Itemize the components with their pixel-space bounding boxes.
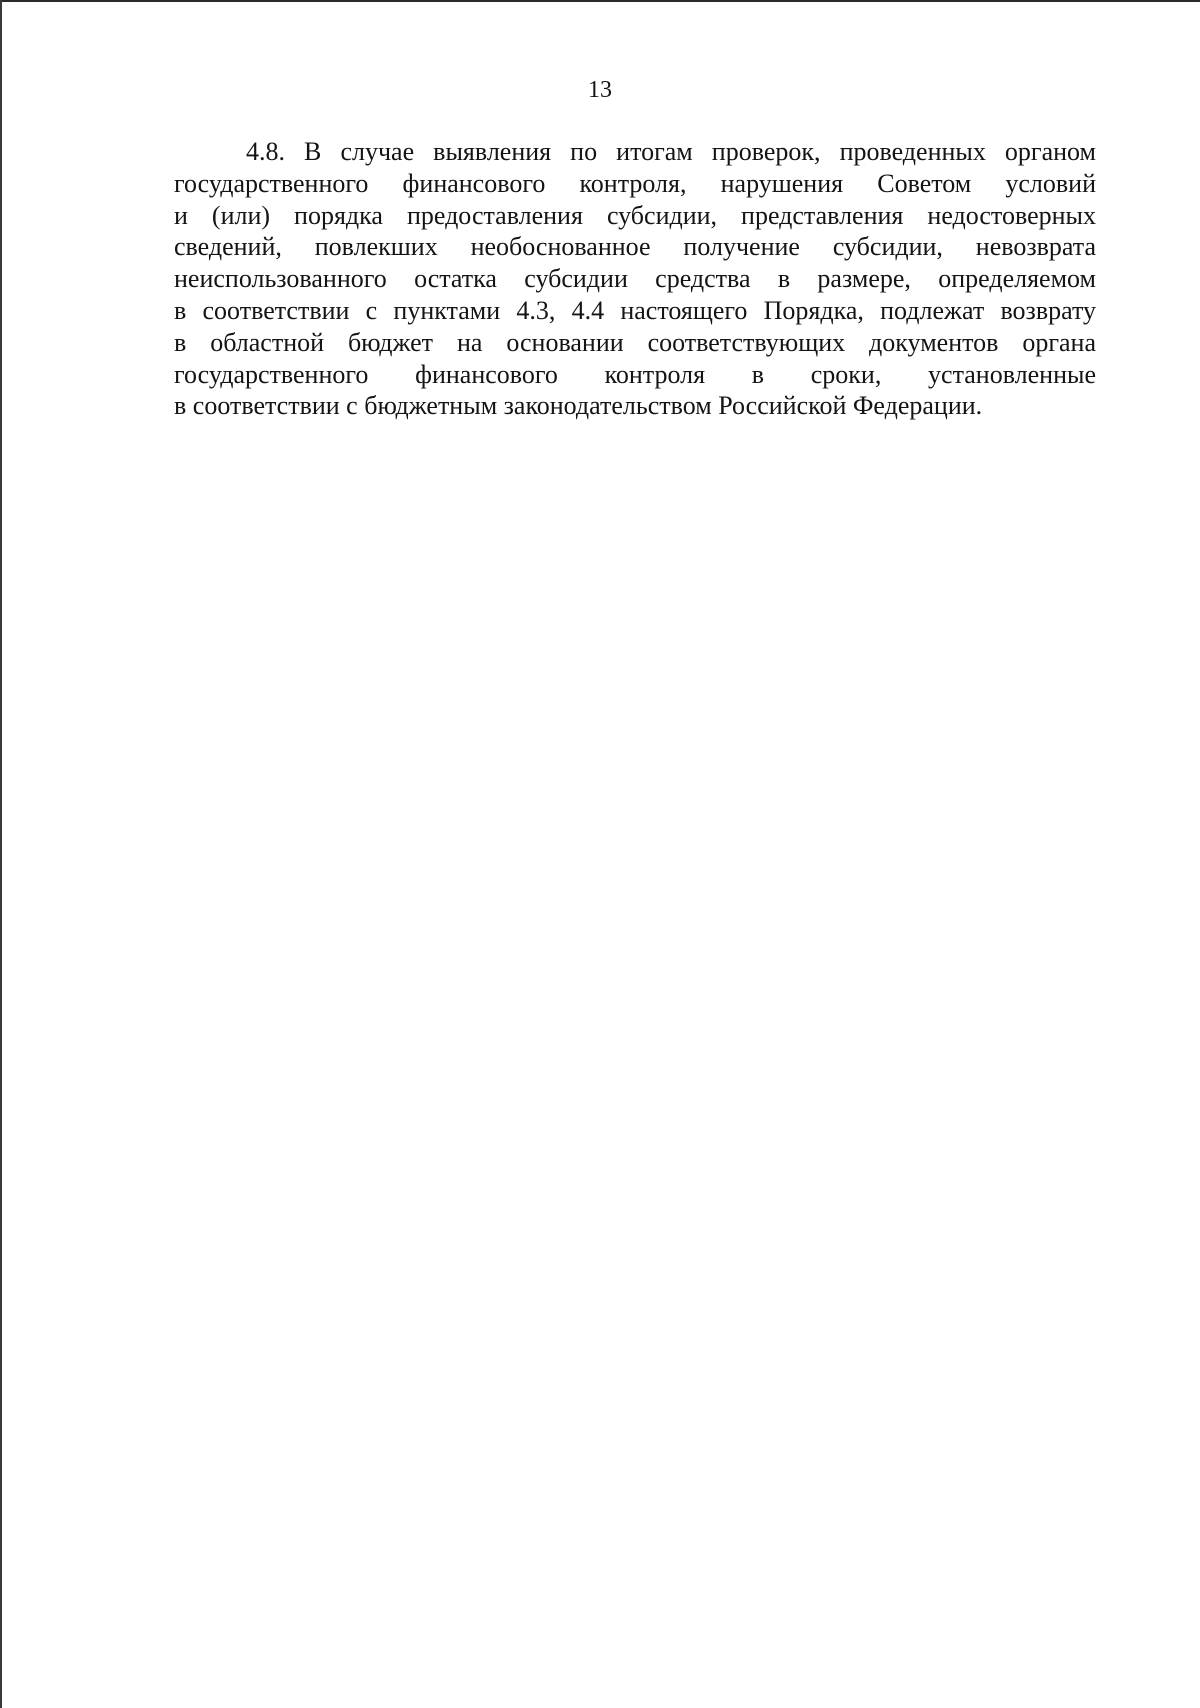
paragraph-line: государственного финансового контроля, нарушения Советом условий xyxy=(174,168,1096,198)
paragraph-line: 4.8. В случае выявления по итогам проверок, проведенных органом xyxy=(246,137,1096,166)
scan-edge-top xyxy=(0,0,1200,2)
paragraph-line: сведений, повлекших необоснованное получение субсидии, невозврата xyxy=(174,232,1096,262)
paragraph-line: в областной бюджет на основании соответствующих документов органа xyxy=(174,327,1096,357)
paragraph-line: неиспользованного остатка субсидии средства в размере, определяемом xyxy=(174,264,1096,294)
paragraph-4-8 xyxy=(174,136,1096,422)
paragraph-line: в соответствии с пунктами 4.3, 4.4 настоящего Порядка, подлежат возврату xyxy=(174,295,1096,325)
scan-edge-left xyxy=(0,0,2,1708)
paragraph-line: и (или) порядка предоставления субсидии, представления недостоверных xyxy=(174,200,1096,230)
page-number: 13 xyxy=(588,77,612,103)
paragraph-line: государственного финансового контроля в сроки, установленные xyxy=(174,359,1096,389)
paragraph-line: в соответствии с бюджетным законодательством Российской Федерации. xyxy=(174,391,983,421)
